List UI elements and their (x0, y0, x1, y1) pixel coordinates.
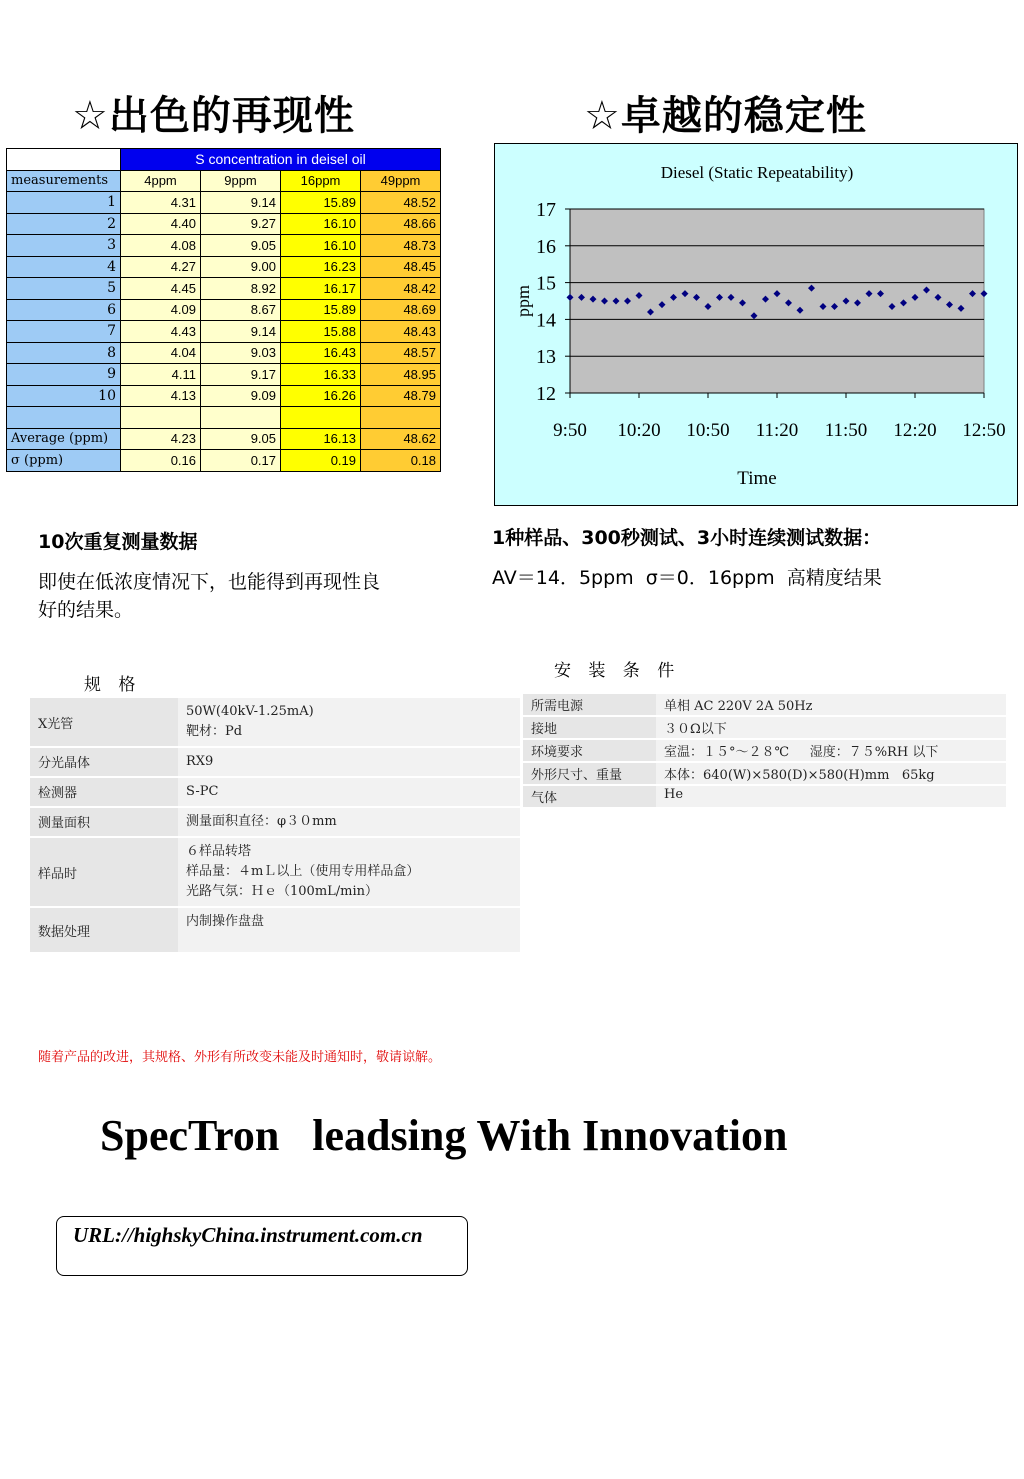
table-cell: 16.43 (281, 342, 361, 364)
table-cell: 48.42 (361, 278, 441, 300)
spec-key: X光管 (30, 698, 178, 747)
row-number: 8 (7, 342, 121, 364)
chart-title: Diesel (Static Repeatability) (660, 163, 854, 182)
spacer-cell (281, 407, 361, 429)
table-row (30, 777, 520, 807)
right-text-line1: 1种样品、300秒测试、3小时连续测试数据： (492, 527, 882, 549)
x-tick-label: 9:50 (553, 420, 587, 441)
url-box (56, 1216, 468, 1276)
table-cell: 48.79 (361, 385, 441, 407)
table-cell: 8.67 (201, 299, 281, 321)
y-tick-label: 16 (536, 235, 556, 258)
notice-text: 随着产品的改进，其规格、外形有所改变未能及时通知时，敬请谅解。 (38, 1050, 442, 1065)
table-cell: 4.45 (121, 278, 201, 300)
spec-key: 分光晶体 (30, 747, 178, 777)
url-link[interactable]: URL://highskyChina.instrument.com.cn (73, 1223, 423, 1247)
table-cell: 0.16 (121, 450, 201, 472)
spec-value-line: 50W(40kV-1.25mA) (186, 704, 314, 719)
install-key: 环境要求 (523, 739, 656, 762)
spec-value (178, 807, 520, 837)
spec-key: 样品时 (30, 837, 178, 907)
x-tick-label: 10:20 (617, 420, 661, 441)
table-cell: 4.09 (121, 299, 201, 321)
column-header: 4ppm (121, 170, 201, 192)
install-title: 安 装 条 件 (554, 661, 681, 681)
table-row (7, 192, 441, 214)
repeatability-table (6, 148, 441, 472)
spec-value (178, 777, 520, 807)
heading-stability: ☆卓越的稳定性 (584, 93, 867, 139)
x-tick-label: 11:50 (824, 420, 868, 441)
table-cell: 4.43 (121, 321, 201, 343)
spacer-cell (121, 407, 201, 429)
spec-value-line: 测量面积直径：φ３０mm (186, 814, 337, 829)
table-row (523, 739, 1006, 762)
column-header: 16ppm (281, 170, 361, 192)
spacer-cell (361, 407, 441, 429)
spec-key: 检测器 (30, 777, 178, 807)
spec-value-line: S-PC (186, 784, 219, 799)
column-header: 9ppm (201, 170, 281, 192)
table-cell: 9.09 (201, 385, 281, 407)
x-tick-label: 11:20 (755, 420, 799, 441)
row-number: 10 (7, 385, 121, 407)
column-header: 49ppm (361, 170, 441, 192)
row-number: 3 (7, 235, 121, 257)
install-value: He (656, 785, 1006, 808)
average-label: Average (ppm) (7, 428, 121, 450)
row-number: 2 (7, 213, 121, 235)
table-row (523, 716, 1006, 739)
table-row (523, 785, 1006, 808)
table-row (7, 235, 441, 257)
table-cell: 48.69 (361, 299, 441, 321)
spec-value-line: 光路气氛：Ｈｅ（100mL/min） (186, 884, 379, 899)
table-row (30, 698, 520, 747)
spec-table (30, 698, 520, 954)
table-row (7, 213, 441, 235)
table-cell: 4.27 (121, 256, 201, 278)
install-key: 所需电源 (523, 694, 656, 716)
table-row (7, 364, 441, 386)
stability-chart (494, 143, 1018, 506)
table-title: S concentration in deisel oil (121, 149, 441, 171)
table-cell: 0.17 (201, 450, 281, 472)
spec-key: 测量面积 (30, 807, 178, 837)
table-cell: 48.57 (361, 342, 441, 364)
table-cell: 48.43 (361, 321, 441, 343)
row-number: 5 (7, 278, 121, 300)
table-spacer-row (7, 407, 441, 429)
table-row (7, 321, 441, 343)
y-tick-label: 15 (536, 272, 556, 295)
table-cell: 48.52 (361, 192, 441, 214)
table-cell: 48.95 (361, 364, 441, 386)
chart-svg (495, 144, 1017, 505)
table-cell: 9.17 (201, 364, 281, 386)
table-cell: 4.13 (121, 385, 201, 407)
sigma-label: σ (ppm) (7, 450, 121, 472)
table-cell: 4.04 (121, 342, 201, 364)
table-cell: 4.08 (121, 235, 201, 257)
table-cell: 4.40 (121, 213, 201, 235)
spec-value-line: 内制操作盘盘 (186, 914, 265, 929)
table-row (7, 385, 441, 407)
table-cell: 16.13 (281, 428, 361, 450)
row-number: 4 (7, 256, 121, 278)
table-row (7, 278, 441, 300)
install-key: 接地 (523, 716, 656, 739)
y-tick-label: 17 (536, 199, 556, 221)
table-row (7, 342, 441, 364)
spec-key: 数据处理 (30, 907, 178, 953)
row-number: 7 (7, 321, 121, 343)
x-tick-label: 10:50 (686, 420, 730, 441)
table-cell: 9.14 (201, 321, 281, 343)
table-cell: 0.19 (281, 450, 361, 472)
average-row (7, 428, 441, 450)
table-cell: 9.05 (201, 235, 281, 257)
left-text-line3: 好的结果。 (38, 599, 134, 621)
table-cell: 16.26 (281, 385, 361, 407)
table-cell: 4.11 (121, 364, 201, 386)
table-cell: 9.14 (201, 192, 281, 214)
spec-value (178, 837, 520, 907)
left-text-line2: 即使在低浓度情况下，也能得到再现性良 (38, 571, 381, 593)
install-value: 本体：640(W)×580(D)×580(H)mm 65kg (656, 762, 1006, 785)
table-cell: 4.23 (121, 428, 201, 450)
table-row (30, 837, 520, 907)
table-cell: 15.89 (281, 299, 361, 321)
spec-value (178, 698, 520, 747)
left-text-line1: 10次重复测量数据 (38, 531, 198, 553)
table-header-row (7, 149, 441, 171)
table-row (30, 747, 520, 777)
y-axis-label: ppm (513, 284, 533, 318)
table-row (523, 762, 1006, 785)
x-axis-label: Time (737, 468, 777, 489)
table-cell: 48.45 (361, 256, 441, 278)
spec-value (178, 907, 520, 953)
table-cell: 4.31 (121, 192, 201, 214)
table-cell: 16.23 (281, 256, 361, 278)
install-key: 气体 (523, 785, 656, 808)
row-number: 1 (7, 192, 121, 214)
table-cell: 16.33 (281, 364, 361, 386)
table-cell: 16.10 (281, 213, 361, 235)
row-number: 6 (7, 299, 121, 321)
spec-value-line: 靶材：Pd (186, 724, 243, 739)
table-cell: 9.27 (201, 213, 281, 235)
heading-reproducibility: ☆出色的再现性 (72, 93, 355, 139)
table-cell: 16.10 (281, 235, 361, 257)
table-cell: 9.03 (201, 342, 281, 364)
spec-value-line: 样品量：４mＬ以上（使用专用样品盒） (186, 864, 420, 879)
x-tick-label: 12:20 (893, 420, 937, 441)
table-cell: 8.92 (201, 278, 281, 300)
right-text-line2: AV＝14．5ppm σ＝0．16ppm 高精度结果 (492, 567, 882, 589)
plot-area (570, 209, 984, 393)
table-cell: 15.89 (281, 192, 361, 214)
table-cell: 48.62 (361, 428, 441, 450)
y-tick-label: 14 (536, 309, 556, 332)
y-tick-label: 13 (536, 346, 556, 369)
spacer-cell (7, 407, 121, 429)
spec-value-line: RX9 (186, 754, 214, 769)
table-column-row (7, 170, 441, 192)
table-corner-cell (7, 149, 121, 171)
sigma-row (7, 450, 441, 472)
table-cell: 16.17 (281, 278, 361, 300)
table-cell: 9.05 (201, 428, 281, 450)
table-row (30, 907, 520, 953)
table-row (523, 694, 1006, 716)
spacer-cell (201, 407, 281, 429)
table-cell: 0.18 (361, 450, 441, 472)
row-number: 9 (7, 364, 121, 386)
measurements-label: measurements (7, 170, 121, 192)
y-tick-label: 12 (536, 383, 556, 405)
spec-value (178, 747, 520, 777)
table-cell: 15.88 (281, 321, 361, 343)
spec-title: 规 格 (84, 675, 142, 695)
install-key: 外形尺寸、重量 (523, 762, 656, 785)
table-cell: 9.00 (201, 256, 281, 278)
table-cell: 48.66 (361, 213, 441, 235)
table-row (7, 299, 441, 321)
install-value: ３０Ω以下 (656, 716, 1006, 739)
x-tick-label: 12:50 (962, 420, 1006, 441)
install-value: 室温：１５°～２８℃ 湿度：７５%RH 以下 (656, 739, 1006, 762)
install-value: 单相 AC 220V 2A 50Hz (656, 694, 1006, 716)
table-cell: 48.73 (361, 235, 441, 257)
slogan: SpecTron leadsing With Innovation (100, 1111, 788, 1160)
spec-value-line: ６样品转塔 (186, 844, 252, 859)
table-row (7, 256, 441, 278)
table-row (30, 807, 520, 837)
install-table (523, 694, 1006, 809)
